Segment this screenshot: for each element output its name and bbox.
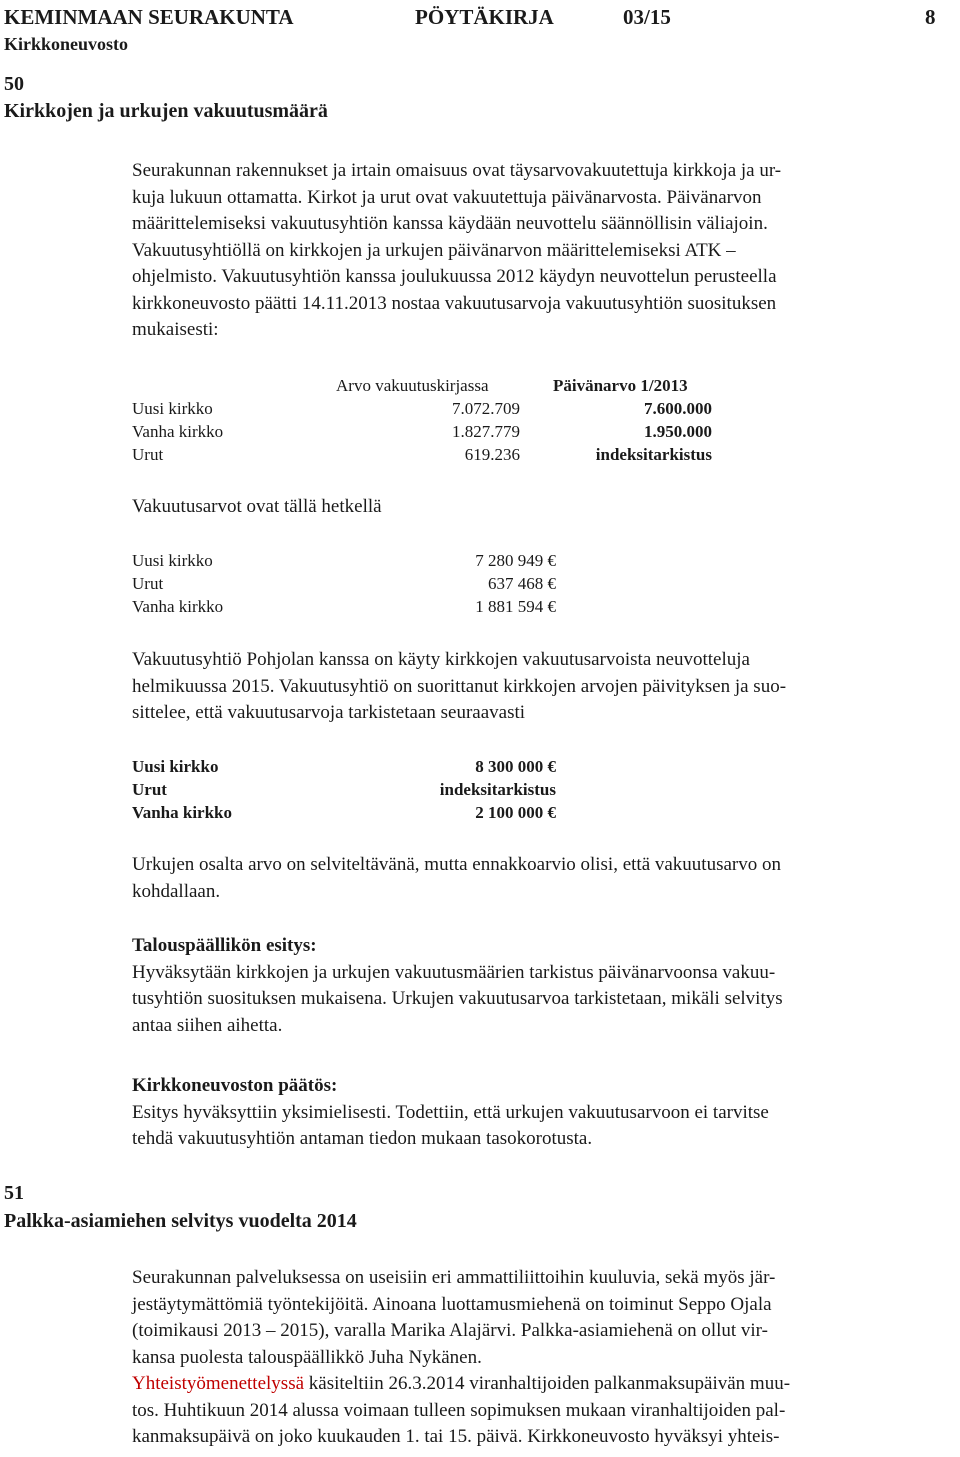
section-50-paragraph-2 <box>132 647 786 727</box>
section-51-number: 51 <box>4 1182 24 1204</box>
text-line: Seurakunnan rakennukset ja irtain omaisuus ovat täysarvovakuutettuja kirkkoja ja ur- <box>132 160 782 181</box>
table-row-name: Vanha kirkko <box>132 803 233 822</box>
table-cell-policy-value: 619.236 <box>464 445 520 464</box>
text-line: jestäytymättömiä työntekijöitä. Ainoana luottamusmiehenä on toiminut Seppo Ojala <box>132 1293 772 1315</box>
text-line <box>132 1371 790 1398</box>
table-row-name: Urut <box>132 780 167 799</box>
text-line: kuja lukuun ottamatta. Kirkot ja urut ovat vakuutettuja päivänarvosta. Päivänarvon <box>132 186 762 208</box>
text-line: Urkujen osalta arvo on selviteltävänä, mutta ennakkoarvio olisi, että vakuutusarvo on <box>132 854 781 875</box>
text-fragment: käsiteltiin 26.3.2014 viranhaltijoiden palkanmaksupäivän muu- <box>304 1373 791 1394</box>
table-row-name: Uusi kirkko <box>132 757 219 776</box>
text-line: Esitys hyväksyttiin yksimielisesti. Todettiin, että urkujen vakuutusarvoon ei tarvitse <box>132 1101 769 1123</box>
table-cell-value: 2 100 000 € <box>475 803 556 822</box>
decision-block <box>132 1073 769 1153</box>
table-cell-current-value: 1.950.000 <box>644 422 712 441</box>
section-51-title: Palkka-asiamiehen selvitys vuodelta 2014 <box>4 1210 357 1232</box>
section-50-paragraph-3 <box>132 852 781 905</box>
table-row-name: Vanha kirkko <box>132 422 224 441</box>
header-body-name: Kirkkoneuvosto <box>4 34 129 54</box>
col-header-policy-value: Arvo vakuutuskirjassa <box>336 376 489 395</box>
header-issue: 03/15 <box>623 5 671 29</box>
table-cell-value: 7 280 949 € <box>475 551 556 570</box>
col-header-current-value: Päivänarvo 1/2013 <box>553 376 688 395</box>
table-cell-value: 1 881 594 € <box>475 597 556 616</box>
table-row-name: Uusi kirkko <box>132 399 213 418</box>
section-50-paragraph-1 <box>132 158 781 344</box>
section-50-number: 50 <box>4 73 24 95</box>
text-line: (toimikausi 2013 – 2015), varalla Marika Alajärvi. Palkka-asiamiehenä on ollut vir- <box>132 1320 768 1341</box>
text-line: kanmaksupäivä on joko kuukauden 1. tai 15. päivä. Kirkkoneuvosto hyväksyi yhteis- <box>132 1426 780 1447</box>
header-doc-type: PÖYTÄKIRJA <box>415 5 554 29</box>
text-line: tusyhtiön suosituksen mukaisena. Urkujen vakuutusarvoa tarkistetaan, mikäli selvitys <box>132 988 783 1009</box>
table-cell-policy-value: 1.827.779 <box>452 422 520 441</box>
table-row-name: Urut <box>132 445 164 464</box>
current-values-label: Vakuutusarvot ovat tällä hetkellä <box>132 496 382 517</box>
table-cell-current-value: 7.600.000 <box>644 399 712 418</box>
text-line: kohdallaan. <box>132 880 221 902</box>
proposal-heading: Talouspäällikön esitys: <box>132 935 317 956</box>
text-line: tos. Huhtikuun 2014 alussa voimaan tulleen sopimuksen mukaan viranhaltijoiden pal- <box>132 1399 786 1421</box>
text-line: määrittelemiseksi vakuutusyhtiön kanssa käydään neuvottelu säännöllisin väliajoin. <box>132 213 768 234</box>
text-line: helmikuussa 2015. Vakuutusyhtiö on suorittanut kirkkojen arvojen päivityksen ja suo- <box>132 675 787 697</box>
text-line: antaa siihen aihetta. <box>132 1014 283 1036</box>
table-row-name: Uusi kirkko <box>132 551 213 570</box>
table-row-name: Vanha kirkko <box>132 597 224 616</box>
table-cell-value: 8 300 000 € <box>475 757 556 776</box>
text-line: Hyväksytään kirkkojen ja urkujen vakuutusmäärien tarkistus päivänarvoonsa vakuu- <box>132 961 776 983</box>
text-line: tehdä vakuutusyhtiön antaman tiedon mukaan tasokorotusta. <box>132 1128 593 1149</box>
table-row-name: Urut <box>132 574 164 593</box>
section-50-title: Kirkkojen ja urkujen vakuutusmäärä <box>4 100 328 122</box>
section-51-paragraph <box>132 1265 790 1451</box>
cooperation-procedure-link[interactable]: Yhteistyömenettelyssä <box>132 1373 305 1394</box>
text-line: kirkkoneuvosto päätti 14.11.2013 nostaa vakuutusarvoja vakuutusyhtiön suosituksen <box>132 292 777 314</box>
decision-heading: Kirkkoneuvoston päätös: <box>132 1075 338 1096</box>
text-line: kansa puolesta talouspäällikkö Juha Nykänen. <box>132 1346 482 1368</box>
table-cell-policy-value: 7.072.709 <box>452 399 520 418</box>
text-line: Seurakunnan palveluksessa on useisiin eri ammattiliittoihin kuuluvia, sekä myös jär- <box>132 1267 776 1288</box>
header-org: KEMINMAAN SEURAKUNTA <box>4 5 294 29</box>
text-line: sittelee, että vakuutusarvoja tarkistetaan seuraavasti <box>132 702 526 723</box>
table-cell-value: 637 468 € <box>488 574 556 593</box>
table-cell-current-value: indeksitarkistus <box>595 445 712 464</box>
text-line: mukaisesti: <box>132 319 219 340</box>
proposal-block <box>132 933 783 1039</box>
text-line: ohjelmisto. Vakuutusyhtiön kanssa joulukuussa 2012 käydyn neuvottelun perusteella <box>132 266 777 287</box>
text-line: Vakuutusyhtiö Pohjolan kanssa on käyty kirkkojen vakuutusarvoista neuvotteluja <box>132 649 750 670</box>
text-line: Vakuutusyhtiöllä on kirkkojen ja urkujen päivänarvon määrittelemiseksi ATK – <box>132 239 736 261</box>
table-cell-value: indeksitarkistus <box>439 780 556 799</box>
header-page-number: 8 <box>925 5 936 29</box>
